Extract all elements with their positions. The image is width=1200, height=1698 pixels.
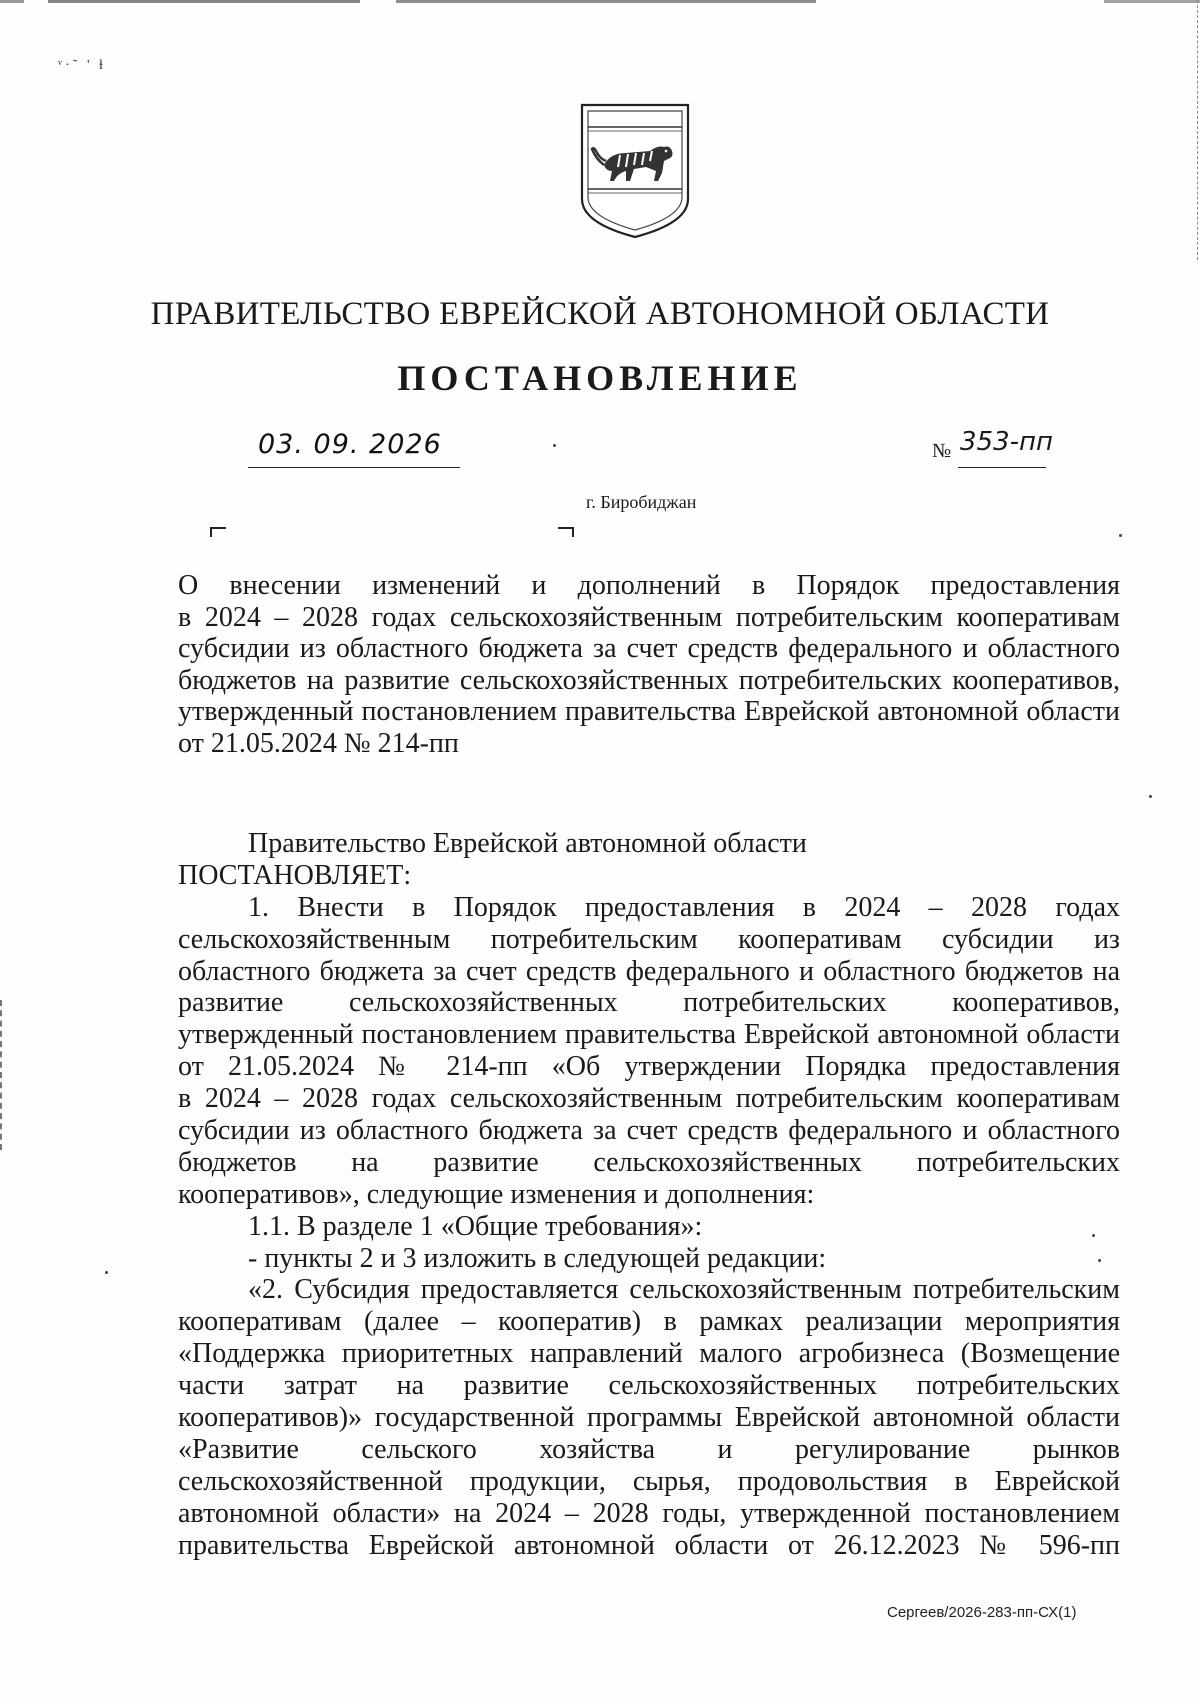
body-line: ПОСТАНОВЛЯЕТ: bbox=[178, 859, 412, 891]
body-line: кооперативов», следующие изменения и дополнения: bbox=[178, 1178, 815, 1210]
subject-line: от 21.05.2024 № 214-пп bbox=[178, 727, 459, 759]
date-field bbox=[248, 425, 460, 468]
body-line: 1. Внести в Порядок предоставления в 2024 – 2028 годах bbox=[248, 891, 1120, 923]
body-line: бюджетов на развитие сельскохозяйственных потребительских bbox=[178, 1146, 1120, 1178]
subject-line: субсидии из областного бюджета за счет средств федерального и областного bbox=[178, 633, 1120, 664]
body-line: Правительство Еврейской автономной области bbox=[248, 828, 807, 859]
scan-right-edge bbox=[1196, 0, 1198, 260]
scan-speck bbox=[553, 444, 556, 447]
document-number-field bbox=[958, 425, 1054, 468]
body-line: в 2024 – 2028 годах сельскохозяйственным потребительским кооперативам bbox=[178, 1083, 1120, 1115]
subject-line: бюджетов на развитие сельскохозяйственных потребительских кооперативов, bbox=[178, 664, 1120, 696]
subject-line: в 2024 – 2028 годах сельскохозяйственным потребительским кооперативам bbox=[178, 601, 1120, 633]
tiger-shield-icon bbox=[576, 101, 694, 241]
body-line: сельскохозяйственной продукции, сырья, продовольствия в Еврейской bbox=[178, 1465, 1120, 1497]
scan-left-edge bbox=[0, 1000, 5, 1150]
body-line: «Поддержка приоритетных направлений малого агробизнеса (Возмещение bbox=[178, 1338, 1120, 1370]
body-line: субсидии из областного бюджета за счет средств федерального и областного bbox=[178, 1115, 1120, 1147]
subject-line: утвержденный постановлением правительства Еврейской автономной области bbox=[178, 696, 1120, 727]
body-line: от 21.05.2024 № 214-пп «Об утверждении Порядка предоставления bbox=[178, 1051, 1120, 1083]
coat-of-arms-emblem bbox=[576, 101, 694, 241]
handwritten-date: 03. 09. 2026 bbox=[258, 429, 442, 460]
body-line: утвержденный постановлением правительства Еврейской автономной области bbox=[178, 1019, 1120, 1051]
body-line: сельскохозяйственным потребительским кооперативам субсидии из bbox=[178, 923, 1120, 955]
body-line: кооперативов)» государственной программы Еврейской автономной области bbox=[178, 1402, 1120, 1434]
body-line: части затрат на развитие сельскохозяйственных потребительских bbox=[178, 1370, 1120, 1402]
document-footer-code: Сергеев/2026-283-пп-СХ(1) bbox=[887, 1604, 1077, 1621]
scan-top-edge bbox=[0, 0, 1200, 3]
body-line: развитие сельскохозяйственных потребительских кооперативов, bbox=[178, 987, 1120, 1019]
body-line: 1.1. В разделе 1 «Общие требования»: bbox=[248, 1210, 703, 1242]
body-line: кооперативам (далее – кооператив) в рамках реализации мероприятия bbox=[178, 1306, 1120, 1338]
subject-bracket-right bbox=[558, 527, 574, 537]
body-line: - пункты 2 и 3 изложить в следующей редакции: bbox=[248, 1242, 827, 1274]
body-line: правительства Еврейской автономной области от 26.12.2023 № 596-пп bbox=[178, 1529, 1120, 1561]
subject-line: О внесении изменений и дополнений в Порядок предоставления bbox=[178, 570, 1120, 601]
subject-bracket-left bbox=[210, 527, 226, 537]
handwritten-number: 353-пп bbox=[960, 427, 1054, 457]
body-line: «2. Субсидия предоставляется сельскохозяйственным потребительским bbox=[248, 1274, 1120, 1306]
body-line: «Развитие сельского хозяйства и регулирование рынков bbox=[178, 1433, 1120, 1465]
corner-scribble: ᵛ·˜ ' ɫ bbox=[58, 58, 106, 73]
body-line: автономной области» на 2024 – 2028 годы, утвержденной постановлением bbox=[178, 1497, 1120, 1529]
scan-speck bbox=[105, 1271, 108, 1274]
number-label: № bbox=[932, 440, 952, 462]
body-line: областного бюджета за счет средств федерального и областного бюджетов на bbox=[178, 955, 1120, 987]
document-subject bbox=[178, 570, 1120, 759]
organization-title: ПРАВИТЕЛЬСТВО ЕВРЕЙСКОЙ АВТОНОМНОЙ ОБЛАСТИ bbox=[150, 296, 1050, 332]
scan-speck bbox=[1119, 534, 1122, 537]
document-type-heading: ПОСТАНОВЛЕНИЕ bbox=[397, 358, 803, 398]
city-line: г. Биробиджан bbox=[586, 492, 697, 512]
scan-speck bbox=[1149, 795, 1152, 798]
document-body bbox=[178, 828, 1120, 1561]
